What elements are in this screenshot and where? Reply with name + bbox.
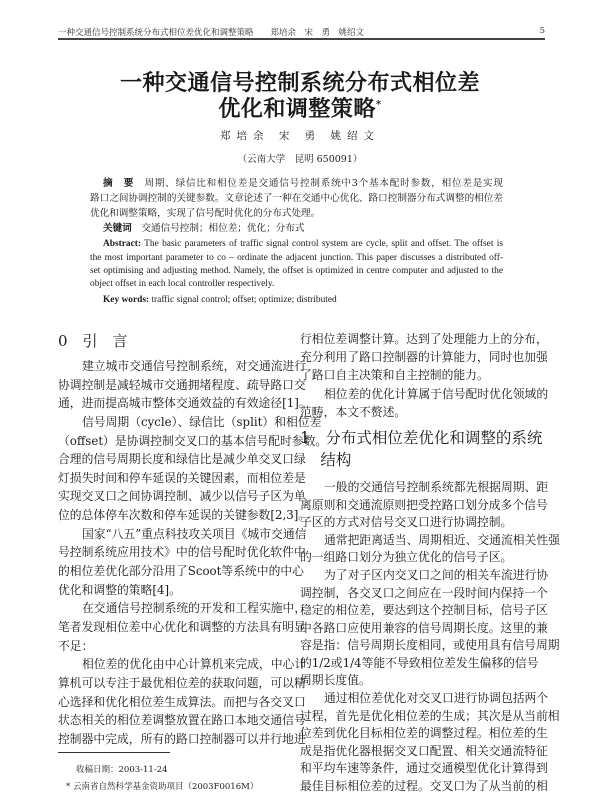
abstract-en-label: Abstract:: [103, 239, 142, 249]
paragraph-line: 笔者发现相位差中心优化和调整的方法具有明显: [58, 619, 306, 634]
paragraph-line: 状态相关的相位差调整放置在路口本地交通信号: [58, 713, 306, 728]
paragraph-line: 和平均车速等条件，通过交通模型优化计算得到: [300, 761, 548, 776]
abstract-cn-line: [103, 176, 503, 191]
paragraph-line: 一般的交通信号控制系统都先根据周期、距: [324, 479, 549, 494]
page-number: 5: [539, 26, 545, 36]
keywords-cn: [103, 221, 516, 236]
affiliation: （云南大学 昆明 650091）: [237, 154, 363, 165]
section-heading: 0 引 言: [58, 332, 128, 350]
paragraph-line: 子区的方式对信号交叉口进行协调控制。: [300, 515, 513, 530]
abstract-en-line: [103, 237, 503, 251]
keywords-en-text: traffic signal control; offset; optimize; distributed: [151, 295, 337, 305]
paragraph-line: 为了对子区内交叉口之间的相关车流进行协: [324, 567, 549, 582]
footnote-rule: [58, 752, 170, 753]
paragraph-line: 稳定的相位差，要达到这个控制目标，信号子区: [300, 603, 548, 618]
header-rule: [58, 38, 545, 40]
abstract-cn-label: 摘 要: [103, 178, 135, 189]
paragraph-line: 周期长度值。: [300, 673, 371, 688]
paragraph-line: 灯损失时间和停车延误的关键因素，而相位差是: [58, 470, 306, 485]
abstract-en-line: set optimising and adjusting method. Namely, the offset is optimized in centre computer and adjusted to the: [90, 266, 503, 276]
keywords-cn-label: 关键词: [103, 223, 132, 234]
paragraph-line: （offset）是协调控制交叉口的基本信号配时参数。: [58, 433, 328, 448]
paper-title-line-2-text: 优化和调整策略: [218, 96, 376, 122]
paragraph-line: 号控制系统应用技术》中的信号配时优化软件中: [58, 545, 306, 560]
paragraph-line: 容是指：信号周期长度相同，或使用具有信号周期: [300, 638, 560, 653]
paragraph-line: 通过相位差优化对交叉口进行协调包括两个: [324, 691, 549, 706]
abstract-cn-line: 优化和调整策略，实现了信号配时优化的分布式处理。: [90, 208, 321, 219]
keywords-en: [103, 293, 516, 307]
authors: 郑培余 宋 勇 姚绍文: [219, 130, 380, 142]
section-heading: 1 分布式相位差优化和调整的系统: [300, 428, 543, 447]
paragraph-line: 优化和调整的策略[4]。: [58, 582, 181, 597]
paragraph-line: 调控制，各交叉口之间应在一段时间内保持一个: [300, 585, 548, 600]
paragraph-line: 离原则和交通流原则把受控路口划分成多个信号: [300, 497, 548, 512]
paragraph-line: 协调控制是减轻城市交通拥堵程度、疏导路口交: [58, 377, 306, 392]
abstract-cn-line: 路口之间协调控制的关键参数。文章论述了一种在交通中心优化、路口控制器分布式调整的相位差: [90, 193, 503, 204]
footnote-funding: * 云南省自然科学基金资助项目（2003F0016M）: [66, 782, 259, 792]
paragraph-line: 的一组路口划分为独立优化的信号子区。: [300, 550, 513, 565]
running-header-text: 一种交通信号控制系统分布式相位差优化和调整策略 郑培余 宋 勇 姚绍文: [58, 28, 365, 38]
paragraph-line: 相位差的优化由中心计算机来完成，中心计: [82, 657, 307, 672]
paragraph-line: 了路口自主决策和自主控制的能力。: [300, 368, 489, 383]
title-footnote-mark: *: [375, 99, 382, 111]
paragraph-line: 算机可以专注于最优相位差的获取问题，可以精: [58, 675, 306, 690]
paragraph-line: 最佳目标相位差的过程。交叉口为了从当前的相: [300, 779, 548, 794]
paragraph-line: 国家“八五”重点科技攻关项目《城市交通信: [82, 526, 307, 541]
paragraph-line: 不足：: [58, 638, 94, 653]
paragraph-line: 中各路口应使用兼容的信号周期长度。这里的兼: [300, 620, 548, 635]
paragraph-line: 成是指优化器根据交叉口配置、相关交通流特征: [300, 743, 548, 758]
paragraph-line: 位差到优化目标相位差的调整过程。相位差的生: [300, 726, 548, 741]
paper-title-line-1: 一种交通信号控制系统分布式相位差: [119, 70, 480, 96]
paragraph-line: 行相位差调整计算。达到了处理能力上的分布，: [300, 332, 548, 346]
section-heading: 结构: [300, 450, 352, 469]
keywords-cn-text: 交通信号控制；相位差；优化；分布式: [141, 223, 305, 234]
keywords-en-label: Key words:: [103, 295, 150, 305]
paragraph-line: 通常把距离适当、周期相近、交通流相关性强: [324, 532, 560, 547]
paragraph-line: 控制器中完成，所有的路口控制器可以并行地进: [58, 731, 306, 746]
abstract-cn-text: 周期、绿信比和相位差是交通信号控制系统中3个基本配时参数，相位差是实现: [144, 178, 504, 189]
paragraph-line: 合理的信号周期长度和绿信比是减少单交叉口绿: [58, 452, 306, 467]
paragraph-line: 的相位差优化部分沿用了Scoot等系统中的中心: [58, 564, 304, 579]
abstract-en-line: the most important parameter to co – ordinate the adjacent junction. This paper discusses a distributed off-: [90, 253, 503, 263]
paragraph-line: 过程，首先是优化相位差的生成；其次是从当前相: [300, 708, 560, 723]
paragraph-line: 相位差的优化计算属于信号配时优化领域的: [324, 386, 549, 401]
paragraph-line: 充分利用了路口控制器的计算能力，同时也加强: [300, 350, 548, 365]
paragraph-line: 通，进而提高城市整体交通效益的有效途径[1]。: [58, 396, 311, 411]
paper-title-line-2: [0, 92, 600, 123]
abstract-en-text: The basic parameters of traffic signal control system are cycle, split and offset. The offset is: [144, 239, 503, 249]
footnote-received-date: 收稿日期：2003-11-24: [76, 765, 168, 775]
paragraph-line: 信号周期（cycle）、绿信比（split）和相位差: [82, 414, 322, 429]
paragraph-line: 在交通信号控制系统的开发和工程实施中，: [82, 601, 307, 616]
paragraph-line: 心选择和优化相位差生成算法。而把与各交叉口: [58, 694, 306, 709]
right-column: [300, 330, 560, 796]
paragraph-line: 位的总体停车次数和停车延误的关键参数[2,3]。: [58, 508, 311, 523]
paragraph-line: 实现交叉口之间协调控制、减少以信号子区为单: [58, 489, 306, 504]
paragraph-line: 范畴，本文不赘述。: [300, 404, 407, 419]
abstract-en-line: object offset in each local controller respectively.: [90, 279, 275, 289]
paragraph-line: 的1/2或1/4等能不导致相位差发生偏移的信号: [300, 655, 539, 670]
paragraph-line: 建立城市交通信号控制系统，对交通流进行: [82, 359, 307, 373]
